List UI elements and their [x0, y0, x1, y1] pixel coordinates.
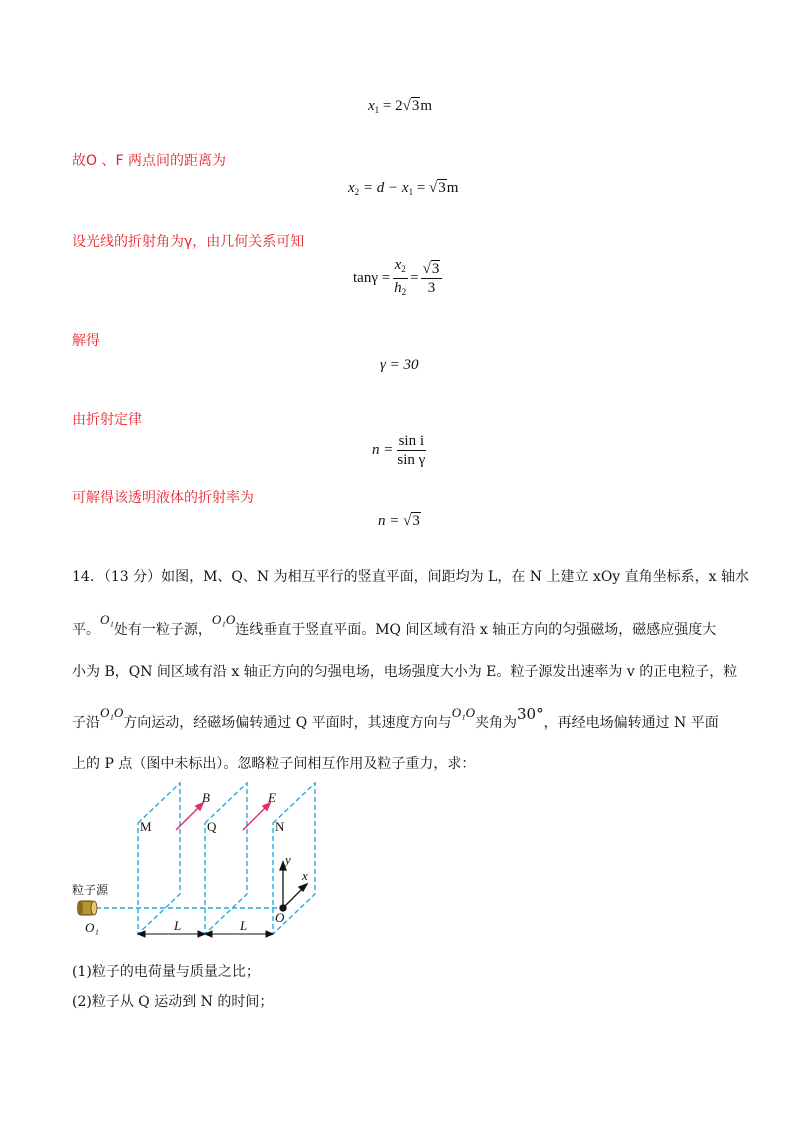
text-refraction-law: 由折射定律: [72, 412, 142, 428]
text-refraction-angle: 设光线的折射角为γ，由几何关系可知: [72, 234, 305, 250]
x-axis: [283, 888, 303, 908]
question-2: (2)粒子从 Q 运动到 N 的时间；: [72, 994, 274, 1010]
label-L1: L: [174, 918, 182, 933]
problem-line-2: 平。O₁处有一粒子源，O₁O连线垂直于竖直平面。MQ 间区域有沿 x 轴正方向的匀强磁场，磁感应强度大: [72, 612, 717, 638]
plane-M: [138, 783, 180, 934]
fraction-sin: $\frac{\text{sin i}}{\text{sin γ}}$: [397, 433, 426, 468]
equation-tan: tanγ = $\frac{x_2}{h_2}$ = $\frac{√3}{3}$: [353, 256, 444, 301]
label-L2: L: [240, 918, 248, 933]
label-O1: O₁: [85, 920, 99, 935]
label-O: O: [275, 910, 285, 925]
label-M: M: [140, 819, 152, 834]
label-y: y: [285, 852, 291, 867]
sqrt-symbol: √3: [402, 98, 420, 114]
particle-source-icon: [77, 901, 97, 915]
equation-gamma: γ = 30: [380, 357, 419, 373]
label-x: x: [302, 868, 308, 883]
equation-n: n = $\frac{\text{sin i}}{\text{sin γ}}$: [372, 433, 426, 468]
text-solve: 解得: [72, 333, 100, 349]
text-distance-OF: 故O 、F 两点间的距离为: [72, 153, 226, 169]
text-refractive-index: 可解得该透明液体的折射率为: [72, 490, 254, 506]
problem-line-3: 小为 B，QN 间区域有沿 x 轴正方向的匀强电场，电场强度大小为 E。粒子源发出速率为 v 的正电粒子，粒: [72, 664, 738, 680]
problem-line-5: 上的 P 点（图中未标出）。忽略粒子间相互作用及粒子重力，求：: [72, 756, 476, 772]
equation-x1: $x_1 = 2√3m$: [368, 98, 433, 115]
label-Q: Q: [207, 819, 217, 834]
question-1: (1)粒子的电荷量与质量之比；: [72, 964, 260, 980]
fraction-root3-3: $\frac{√3}{3}$: [421, 260, 443, 297]
plane-Q: [205, 783, 247, 934]
problem-line-4: 子沿O₁O方向运动，经磁场偏转通过 Q 平面时，其速度方向与O₁O夹角为30°，再经电场偏转通过 N 平面: [72, 705, 719, 731]
problem-line-1: 14．（13 分）如图，M、Q、N 为相互平行的竖直平面，间距均为 L，在 N 上建立 xOy 直角坐标系，x 轴水: [72, 569, 750, 585]
label-B: B: [202, 790, 210, 805]
label-E: E: [268, 790, 276, 805]
label-N: N: [275, 819, 285, 834]
equation-x2: $x_2 = d - x_1 = √3m$: [348, 180, 459, 197]
fraction-x2-h2: $\frac{x_2}{h_2}$: [394, 257, 407, 297]
equation-n-result: n = √3: [378, 513, 420, 529]
label-particle-source: 粒子源: [72, 883, 109, 897]
